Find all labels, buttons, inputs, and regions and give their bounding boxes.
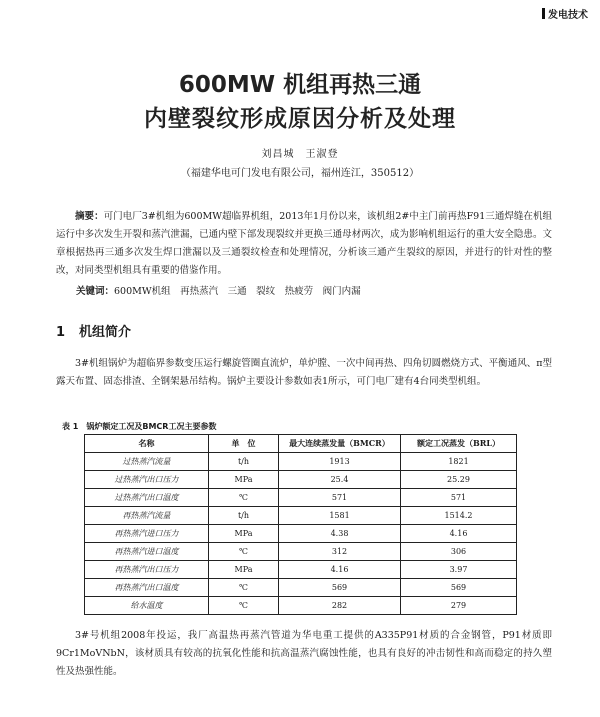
page-title-line2: 内壁裂纹形成原因分析及处理 — [144, 106, 456, 132]
table-caption — [62, 421, 216, 432]
table-cell: 过热蒸汽出口压力 — [85, 471, 209, 489]
page-title-line1: 600MW 机组再热三通 — [178, 72, 422, 98]
table-cell: MPa — [209, 471, 279, 489]
table-row — [85, 471, 517, 489]
section-number: 1 — [56, 325, 66, 340]
table-cell: 给水温度 — [85, 597, 209, 615]
table-cell: MPa — [209, 561, 279, 579]
table-header-cell: 名称 — [85, 435, 209, 453]
table-header-cell: 单 位 — [209, 435, 279, 453]
table-cell: 306 — [401, 543, 517, 561]
table-row — [85, 561, 517, 579]
table-cell: 282 — [279, 597, 401, 615]
table-cell: t/h — [209, 507, 279, 525]
abstract-label: 摘要： — [75, 211, 104, 222]
authors: 刘昌城 王淑登 — [261, 149, 339, 160]
table-row — [85, 579, 517, 597]
parameters-table — [84, 434, 517, 615]
table-cell: 279 — [401, 597, 517, 615]
table-cell: ℃ — [209, 597, 279, 615]
section-tag — [542, 6, 588, 21]
section-tag-label: 发电技术 — [548, 10, 588, 21]
table-cell: 再热蒸汽进口压力 — [85, 525, 209, 543]
section-paragraph-2: 3#号机组2008年投运，我厂高温热再蒸汽管道为华电重工提供的A335P91材质的合金钢管，P91材质即9Cr1MoVNbN，该材质具有较高的抗氧化性能和抗高温蒸汽腐蚀性能，也具有良好的冲击韧性和高而稳定的持久塑性及热强性能。 — [56, 630, 552, 677]
table-caption-text: 锅炉额定工况及BMCR工况主要参数 — [86, 422, 217, 431]
section-title: 机组简介 — [79, 325, 132, 340]
table-number: 表 1 — [62, 422, 79, 431]
table-row — [85, 525, 517, 543]
table-cell: 再热蒸汽出口温度 — [85, 579, 209, 597]
table-cell: 过热蒸汽出口温度 — [85, 489, 209, 507]
section-paragraph-1: 3#机组锅炉为超临界参数变压运行螺旋管圈直流炉，单炉膛、一次中间再热、四角切圆燃烧方式、平衡通风、π型露天布置、固态排渣、全钢架悬吊结构。锅炉主要设计参数如表1所示，可门电厂建有4台同类型机组。 — [56, 358, 552, 387]
table-cell: 569 — [279, 579, 401, 597]
table-cell: 再热蒸汽流量 — [85, 507, 209, 525]
table-cell: 过热蒸汽流量 — [85, 453, 209, 471]
table-cell: ℃ — [209, 543, 279, 561]
table-cell: 1581 — [279, 507, 401, 525]
table-cell: 1913 — [279, 453, 401, 471]
table-cell: 再热蒸汽出口压力 — [85, 561, 209, 579]
affiliation: （福建华电可门发电有限公司，福州连江，350512） — [180, 168, 420, 179]
table-row — [85, 543, 517, 561]
abstract — [56, 208, 552, 280]
table-cell: ℃ — [209, 489, 279, 507]
table-cell: 3.97 — [401, 561, 517, 579]
table-row — [85, 597, 517, 615]
table-cell: 4.16 — [401, 525, 517, 543]
section-tag-bar — [542, 8, 545, 19]
keywords-text: 600MW机组 再热蒸汽 三通 裂纹 热疲劳 阀门内漏 — [114, 286, 361, 297]
table-cell: 25.4 — [279, 471, 401, 489]
table-cell: 1514.2 — [401, 507, 517, 525]
table-cell: 4.16 — [279, 561, 401, 579]
table-header-cell: 额定工况蒸发（BRL） — [401, 435, 517, 453]
table-row — [85, 507, 517, 525]
keywords — [76, 283, 361, 297]
abstract-text: 可门电厂3#机组为600MW超临界机组，2013年1月份以来，该机组2#中主门前再热F91三通焊缝在机组运行中多次发生开裂和蒸汽泄漏，已通内壁下部发现裂纹并更换三通母材两次，成为影响机组运行的重大安全隐患。文章根据热再三通多次发生焊口泄漏以及三通裂纹检查和处理情况，分析该三通产生裂纹的原因，并进行的针对性的整改，对同类型机组具有重要的借鉴作用。 — [56, 211, 552, 276]
table-row — [85, 489, 517, 507]
table-cell: 4.38 — [279, 525, 401, 543]
section-heading — [56, 321, 131, 340]
keywords-label: 关键词： — [76, 286, 115, 297]
table-cell: 1821 — [401, 453, 517, 471]
table-cell: t/h — [209, 453, 279, 471]
table-cell: MPa — [209, 525, 279, 543]
table-cell: ℃ — [209, 579, 279, 597]
table-cell: 569 — [401, 579, 517, 597]
table-header-row — [85, 435, 517, 453]
table-cell: 再热蒸汽进口温度 — [85, 543, 209, 561]
table-cell: 571 — [401, 489, 517, 507]
table-cell: 312 — [279, 543, 401, 561]
table-cell: 25.29 — [401, 471, 517, 489]
table-cell: 571 — [279, 489, 401, 507]
table-row — [85, 453, 517, 471]
table-header-cell: 最大连续蒸发量（BMCR） — [279, 435, 401, 453]
